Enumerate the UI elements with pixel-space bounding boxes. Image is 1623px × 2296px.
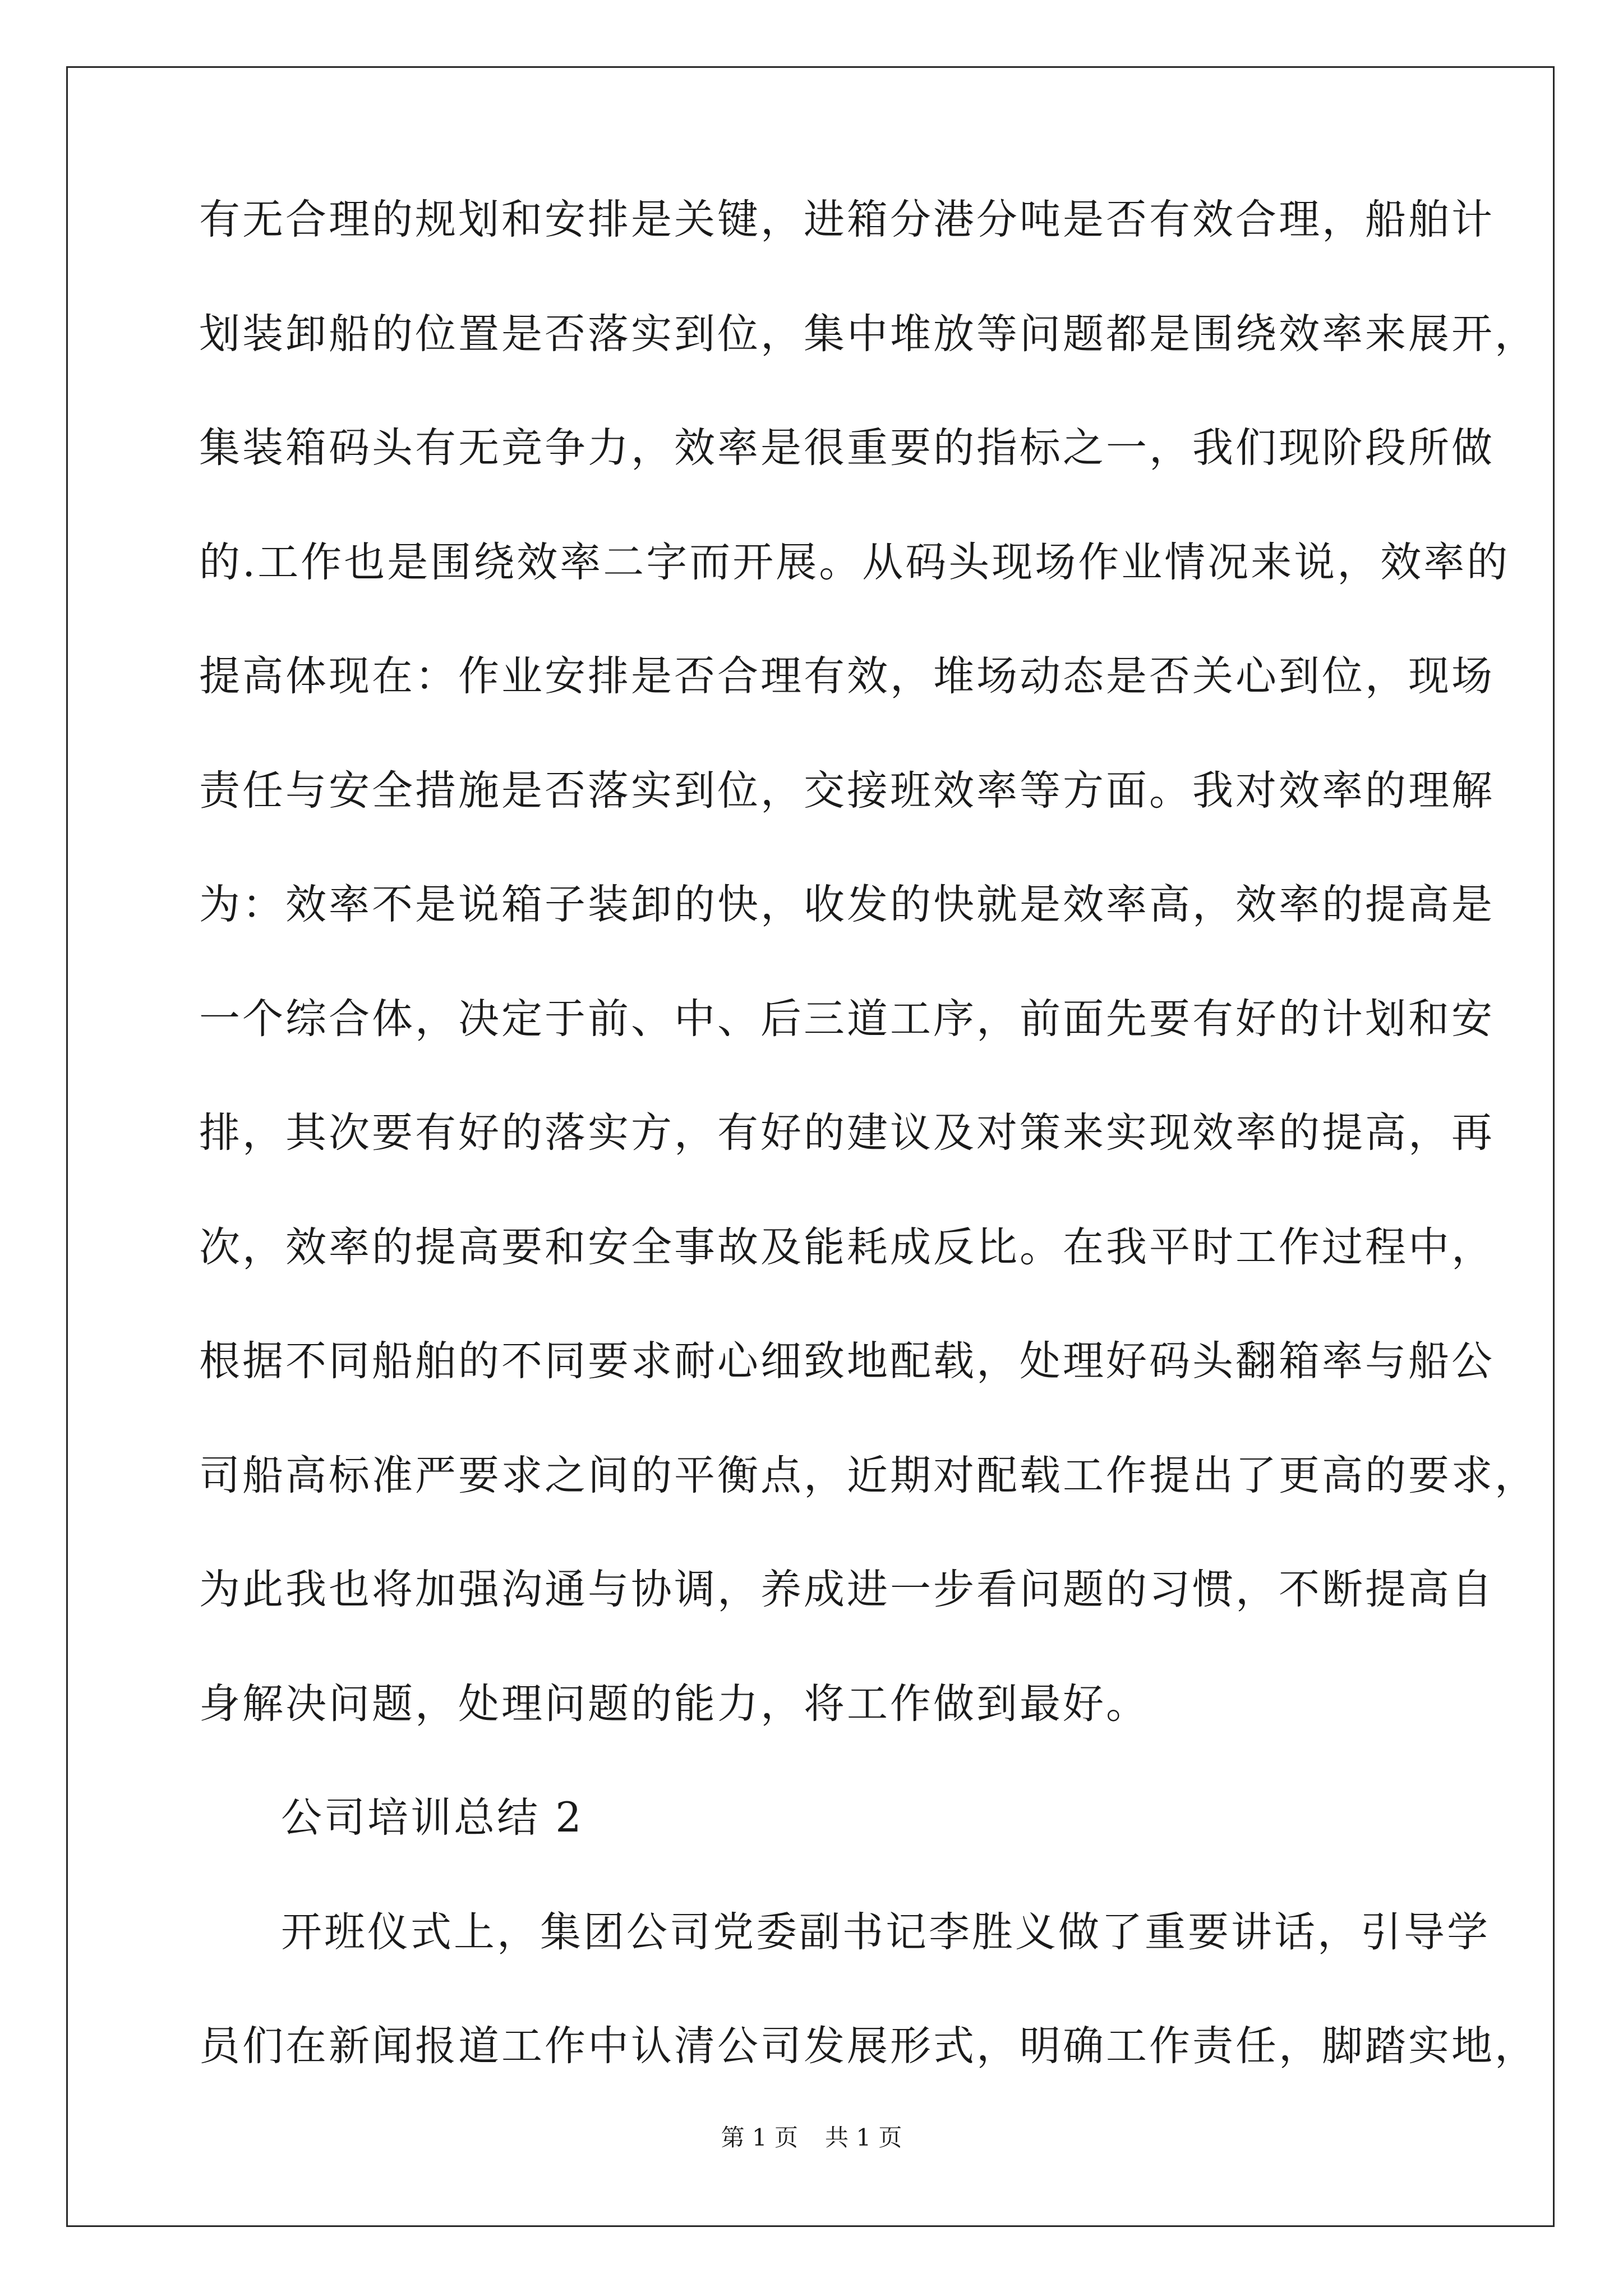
paragraph-line: 次，效率的提高要和安全事故及能耗成反比。在我平时工作过程中，: [199, 1223, 1495, 1271]
paragraph-line: 根据不同船舶的不同要求耐心细致地配载，处理好码头翻箱率与船公: [199, 1337, 1495, 1385]
paragraph-line: 司船高标准严要求之间的平衡点，近期对配载工作提出了更高的要求，: [199, 1451, 1538, 1499]
paragraph-line: 划装卸船的位置是否落实到位，集中堆放等问题都是围绕效率来展开，: [199, 310, 1538, 358]
paragraph-line: 排，其次要有好的落实方，有好的建议及对策来实现效率的提高，再: [199, 1109, 1495, 1157]
paragraph-line: 有无合理的规划和安排是关键，进箱分港分吨是否有效合理，船舶计: [199, 196, 1495, 243]
page-footer: [0, 2126, 1623, 2150]
paragraph-line: 为：效率不是说箱子装卸的快，收发的快就是效率高，效率的提高是: [199, 881, 1495, 928]
page-number-total: 共 1 页: [825, 2124, 902, 2151]
paragraph-line: 责任与安全措施是否落实到位，交接班效率等方面。我对效率的理解: [199, 766, 1495, 815]
paragraph-line: 开班仪式上，集团公司党委副书记李胜义做了重要讲话，引导学: [281, 1908, 1490, 1956]
document-body: [199, 196, 1538, 2140]
page-number-current: 第 1 页: [721, 2124, 798, 2151]
paragraph-line: 一个综合体，决定于前、中、后三道工序，前面先要有好的计划和安: [199, 995, 1495, 1043]
paragraph-line: 员们在新闻报道工作中认清公司发展形式，明确工作责任，脚踏实地，: [199, 2022, 1538, 2070]
paragraph-line: 身解决问题，处理问题的能力，将工作做到最好。: [199, 1680, 1149, 1728]
paragraph-line: 提高体现在：作业安排是否合理有效，堆场动态是否关心到位，现场: [199, 652, 1495, 700]
section-heading: 公司培训总结 2: [281, 1794, 584, 1842]
paragraph-line: 集装箱码头有无竞争力，效率是很重要的指标之一，我们现阶段所做: [199, 424, 1495, 472]
paragraph-line: 的.工作也是围绕效率二字而开展。从码头现场作业情况来说，效率的: [199, 538, 1510, 586]
paragraph-line: 为此我也将加强沟通与协调，养成进一步看问题的习惯，不断提高自: [199, 1566, 1495, 1613]
